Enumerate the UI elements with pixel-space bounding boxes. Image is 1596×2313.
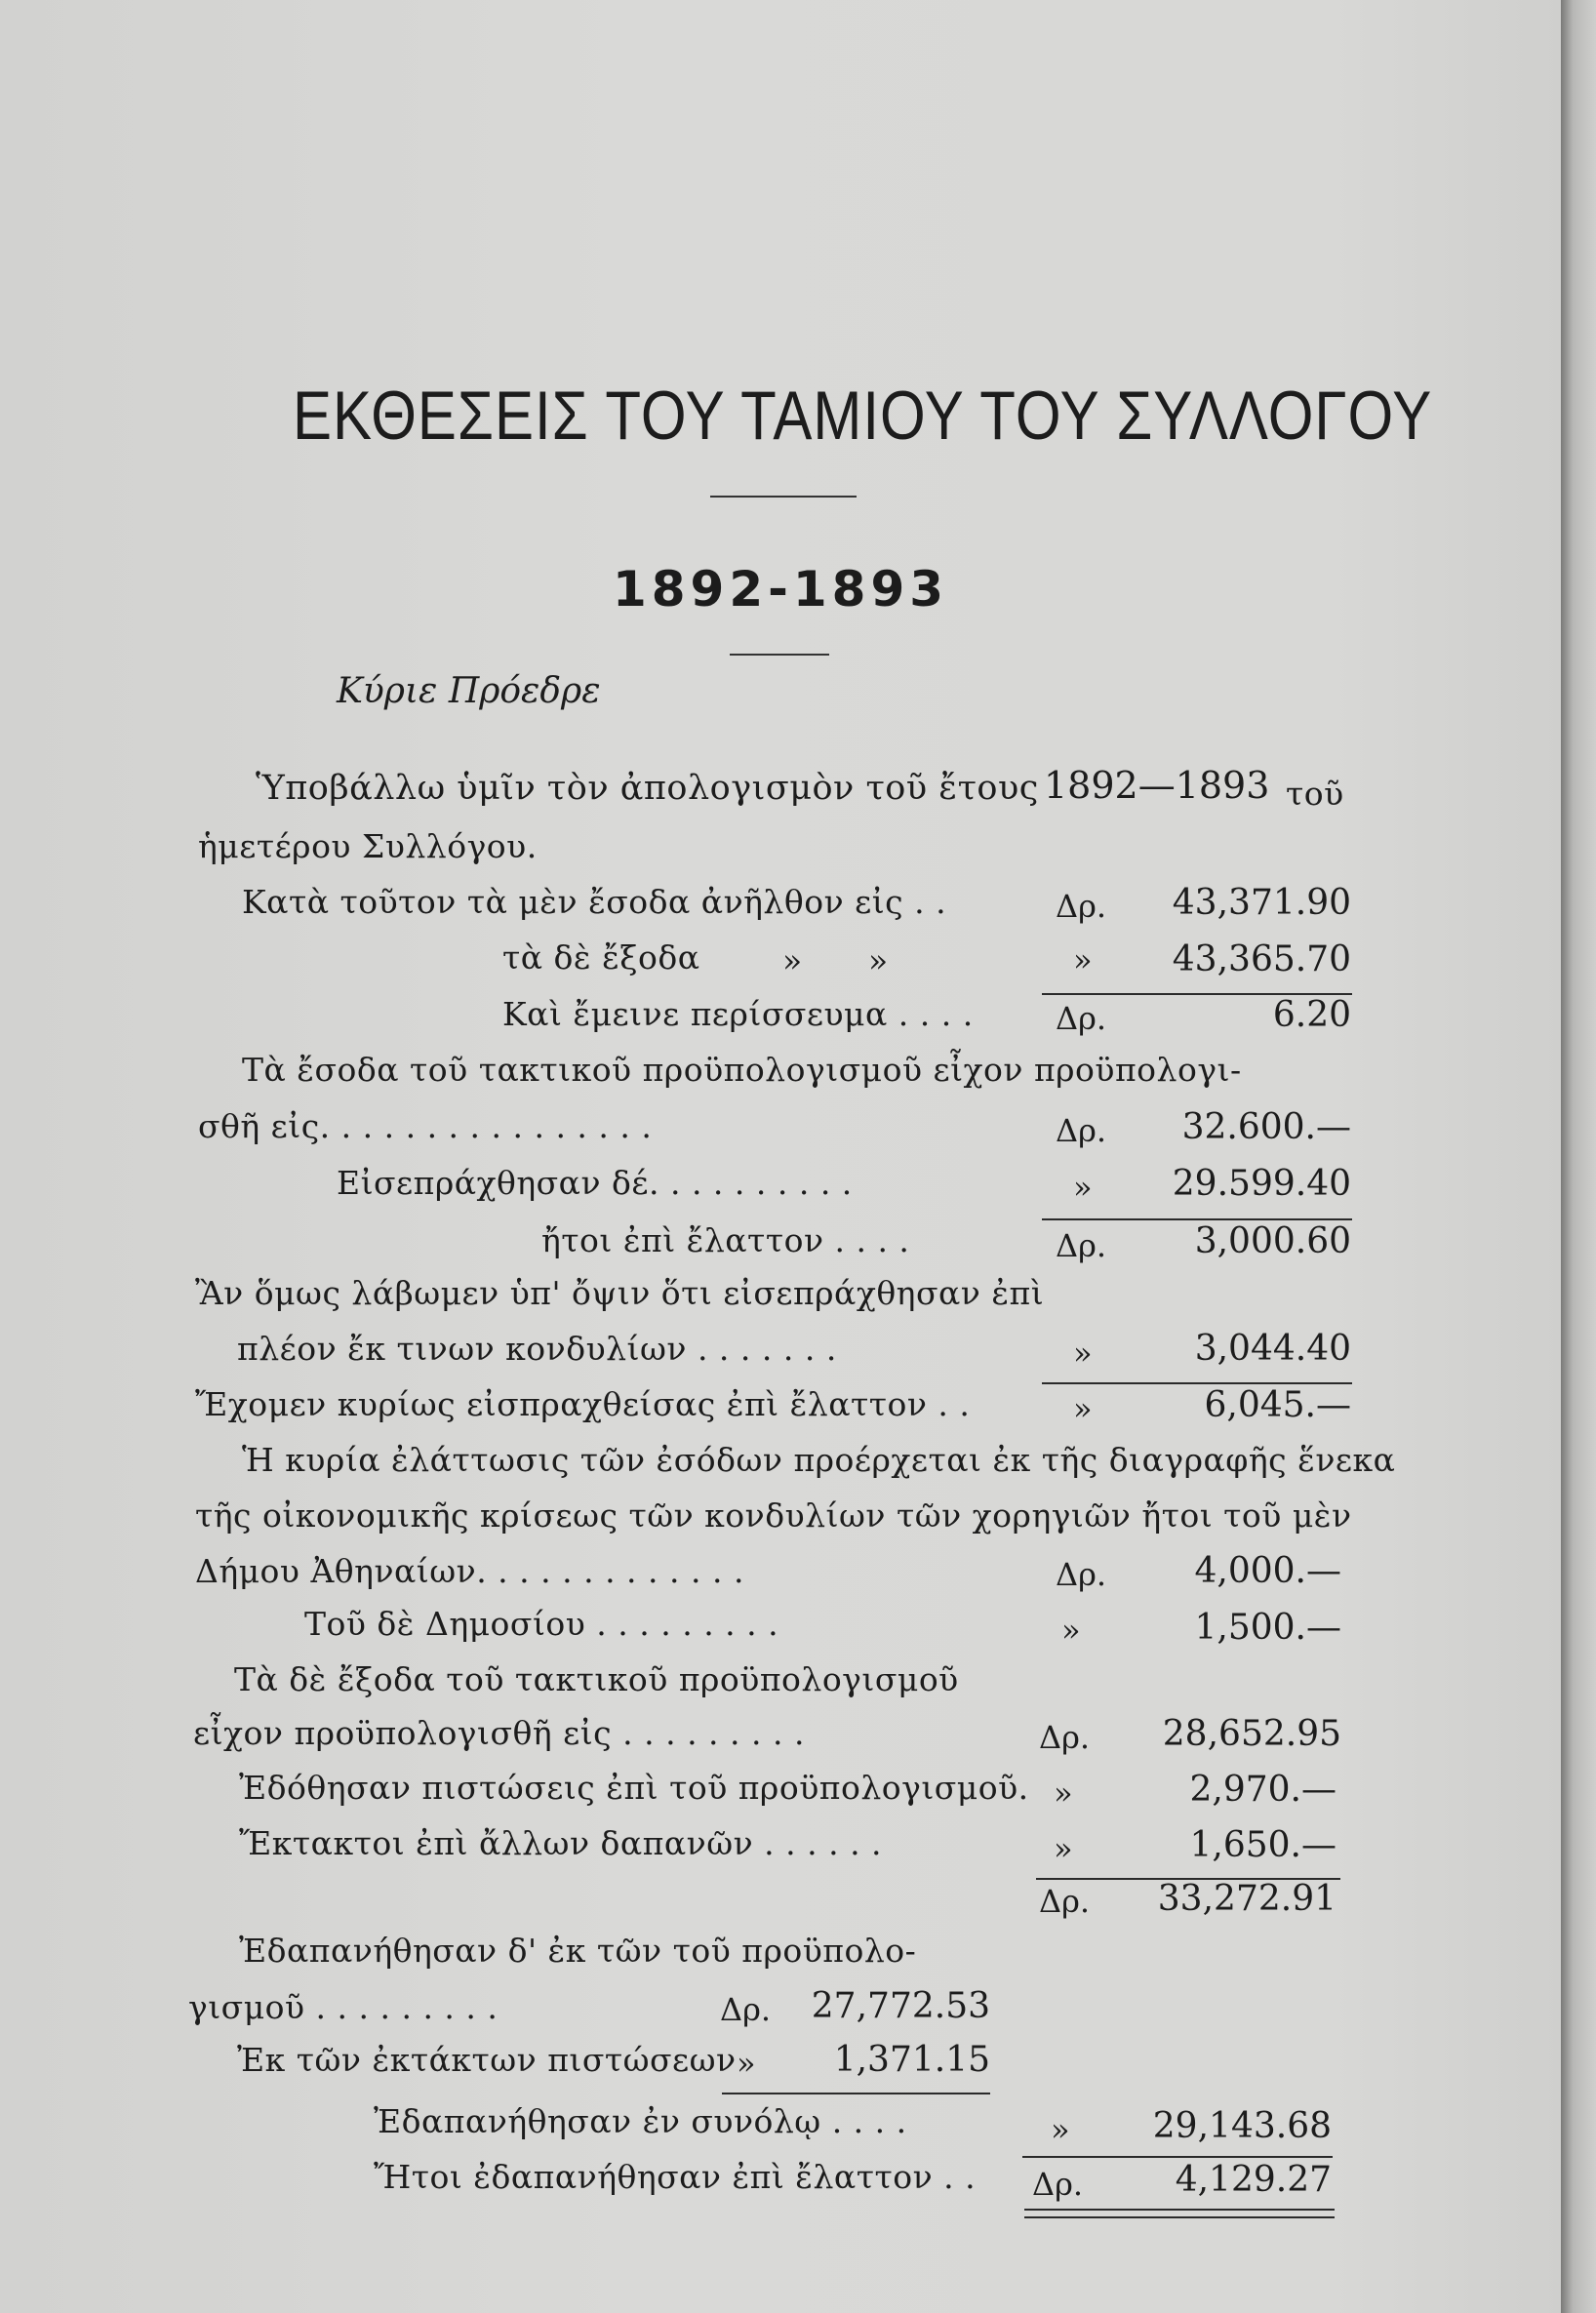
double-rule-top	[1024, 2209, 1335, 2211]
row-net-shortfall-label: Ἔχομεν κυρίως εἰσπραχθείσας ἐπὶ ἔλαττον . .	[195, 1385, 971, 1423]
row-state-value: 1,500.—	[1194, 1608, 1341, 1648]
row-shortfall-value: 3,000.60	[1194, 1221, 1351, 1261]
row-final-shortfall-label: Ἤτοι ἐδαπανήθησαν ἐπὶ ἔλαττον . .	[374, 2158, 977, 2196]
row-revenue-value: 43,371.90	[1172, 883, 1351, 923]
row-revenue-label: Κατὰ τοῦτον τὰ μὲν ἔσοδα ἀνῆλθον εἰς . .	[242, 883, 947, 921]
row-final-shortfall-value: 4,129.27	[1175, 2160, 1332, 2200]
row-budget-value: 32.600.—	[1181, 1107, 1351, 1147]
row-surplus-value: 6.20	[1272, 995, 1351, 1035]
row-subtotal-value: 33,272.91	[1157, 1879, 1337, 1919]
row-budget-currency: Δρ.	[1056, 1112, 1107, 1149]
row-expenses-value: 43,365.70	[1172, 939, 1351, 979]
row-budget-label: Τὰ ἔσοδα τοῦ τακτικοῦ προϋπολογισμοῦ εἶχον προϋπολογι-	[242, 1051, 1242, 1089]
row-credits-currency: »	[1054, 1775, 1073, 1812]
intro-line2: ἡμετέρου Συλλόγου.	[198, 827, 538, 865]
row-exp-budget-currency: Δρ.	[1039, 1719, 1091, 1756]
sum-rule	[1042, 1218, 1352, 1220]
row-spent-label: Ἐδαπανήθησαν δ' ἐκ τῶν τοῦ προϋπολο-	[239, 1932, 917, 1970]
double-rule-bottom	[1024, 2216, 1335, 2218]
page-edge-shadow	[1561, 0, 1596, 2313]
row-net-shortfall-value: 6,045.—	[1204, 1385, 1351, 1425]
row-spent-value: 27,772.53	[811, 1986, 990, 2026]
row-extraordinary-currency: »	[1054, 1830, 1073, 1867]
row-collected-value: 29.599.40	[1172, 1164, 1351, 1204]
row-municipality-label: Δήμου Ἀθηναίων. . . . . . . . . . . . .	[195, 1552, 744, 1590]
row-extraordinary-label: Ἔκτακτοι ἐπὶ ἄλλων δαπανῶν . . . . . .	[239, 1824, 883, 1862]
intro-line1: Ὑποβάλλω ὑμῖν τὸν ἀπολογισμὸν τοῦ ἔτους	[256, 769, 1039, 808]
row-net-shortfall-currency: »	[1073, 1390, 1093, 1427]
row-credits-label: Ἐδόθησαν πιστώσεις ἐπὶ τοῦ προϋπολογισμοῦ.	[239, 1769, 1029, 1807]
report-year: 1892-1893	[612, 561, 949, 618]
year-divider	[730, 654, 829, 656]
row-extraordinary-credits-currency: »	[737, 2045, 756, 2082]
row-reduction-label: Ἡ κυρία ἐλάττωσις τῶν ἐσόδων προέρχεται ἐκ τῆς διαγραφῆς ἕνεκα	[242, 1441, 1396, 1479]
row-state-currency: »	[1061, 1612, 1081, 1649]
sum-rule	[1022, 2156, 1333, 2158]
row-revenue-currency: Δρ.	[1056, 888, 1107, 925]
sum-rule	[1042, 1382, 1352, 1384]
row-surplus-label: Καὶ ἔμεινε περίσσευμα . . . .	[502, 995, 974, 1033]
title-divider	[710, 496, 857, 498]
row-extra-label-cont: πλέον ἔκ τινων κονδυλίων . . . . . . .	[237, 1330, 837, 1368]
row-extra-currency: »	[1073, 1335, 1093, 1372]
row-extra-label: Ἂν ὅμως λάβωμεν ὑπ' ὄψιν ὅτι εἰσεπράχθησαν ἐπὶ	[195, 1274, 1045, 1312]
row-expenses-label: τὰ δὲ ἔξοδα	[502, 938, 700, 977]
row-municipality-value: 4,000.—	[1194, 1551, 1341, 1591]
row-surplus-currency: Δρ.	[1056, 1000, 1107, 1037]
intro-years: 1892—1893	[1044, 764, 1270, 807]
row-total-spent-currency: »	[1051, 2111, 1070, 2148]
row-shortfall-label: ἤτοι ἐπὶ ἔλαττον . . . .	[541, 1221, 910, 1259]
row-expenses-currency: »	[1073, 941, 1093, 978]
row-spent-label-cont: γισμοῦ . . . . . . . . .	[188, 1988, 499, 2026]
row-reduction-label-cont: τῆς οἰκονομικῆς κρίσεως τῶν κονδυλίων τῶν χορηγιῶν ἤτοι τοῦ μὲν	[195, 1496, 1352, 1535]
row-exp-budget-label: Τὰ δὲ ἔξοδα τοῦ τακτικοῦ προϋπολογισμοῦ	[234, 1660, 959, 1698]
row-exp-budget-value: 28,652.95	[1162, 1714, 1341, 1754]
ditto-mark: »	[782, 941, 803, 979]
row-spent-currency: Δρ.	[720, 1991, 772, 2028]
row-municipality-currency: Δρ.	[1056, 1556, 1107, 1593]
row-extra-value: 3,044.40	[1194, 1329, 1351, 1369]
row-extraordinary-credits-label: Ἐκ τῶν ἐκτάκτων πιστώσεων	[237, 2041, 737, 2079]
sum-rule	[722, 2093, 990, 2094]
row-extraordinary-value: 1,650.—	[1189, 1825, 1337, 1865]
row-credits-value: 2,970.—	[1189, 1770, 1337, 1810]
row-shortfall-currency: Δρ.	[1056, 1227, 1107, 1264]
row-extraordinary-credits-value: 1,371.15	[833, 2040, 990, 2080]
row-total-spent-value: 29,143.68	[1152, 2106, 1332, 2146]
row-final-shortfall-currency: Δρ.	[1032, 2166, 1084, 2203]
row-state-label: Τοῦ δὲ Δημοσίου . . . . . . . . .	[304, 1605, 779, 1643]
row-subtotal-currency: Δρ.	[1039, 1883, 1091, 1920]
row-collected-currency: »	[1073, 1169, 1093, 1206]
row-collected-label: Εἰσεπράχθησαν δέ. . . . . . . . . .	[337, 1164, 853, 1202]
salutation: Κύριε Πρόεδρε	[337, 671, 601, 711]
row-total-spent-label: Ἐδαπανήθησαν ἐν συνόλῳ . . . .	[374, 2102, 907, 2140]
page-title: ΕΚΘΕΣΕΙΣ ΤΟΥ ΤΑΜΙΟΥ ΤΟΥ ΣΥΛΛΟΓΟΥ	[293, 377, 1433, 455]
row-budget-label-cont: σθῆ εἰς. . . . . . . . . . . . . . . .	[198, 1107, 653, 1145]
row-exp-budget-label-cont: εἶχον προϋπολογισθῆ εἰς . . . . . . . . .	[193, 1714, 805, 1752]
ditto-mark: »	[868, 941, 889, 979]
intro-tou: τοῦ	[1286, 775, 1344, 813]
